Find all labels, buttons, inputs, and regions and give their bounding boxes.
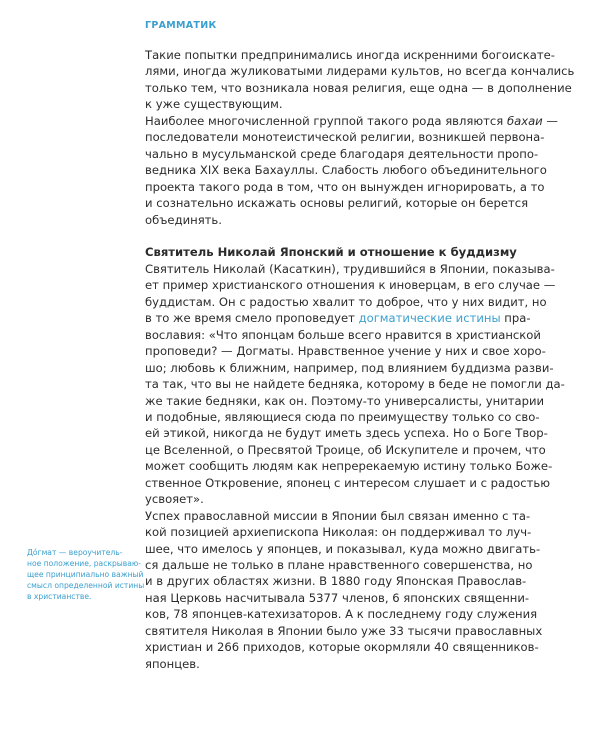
emphasized-term: бахаи	[506, 113, 543, 128]
text-segment: пра-	[500, 311, 531, 326]
paragraph-lines	[145, 327, 565, 508]
paragraph	[145, 508, 543, 673]
text-line: и подобные, являющиеся сюда по преимуществу только со сво-	[145, 409, 540, 424]
text-line: японцев.	[145, 656, 200, 671]
text-line: щее принципиально важный	[27, 570, 144, 579]
text-line: Дóгмат — вероучитель-	[27, 548, 123, 557]
text-line: та так, что вы не найдете бедняка, которому в беде не помогли да-	[145, 377, 565, 392]
text-line: к уже существующим.	[145, 97, 283, 112]
text-line: смысл определенной истины	[27, 581, 145, 590]
text-line: кой позицией архиепископа Николая: он поддерживал то луч-	[145, 525, 532, 540]
text-line: же такие бедняки, как он. Поэтому-то универсалисты, унитарии	[145, 393, 545, 408]
text-line	[145, 113, 558, 129]
text-line: святителя Николая в Японии было уже 33 тысячи православных	[145, 623, 543, 638]
text-line: Успех православной миссии в Японии был связан именно с та-	[145, 508, 531, 523]
text-line: ведника XIX века Бахауллы. Слабость любого объединительного	[145, 163, 547, 178]
text-line: буддистам. Он с радостью хвалит то доброе, что у них видит, но	[145, 294, 547, 309]
paragraph	[145, 47, 575, 113]
text-line: христиан и 266 приходов, которые окормляли 40 священников-	[145, 640, 539, 655]
text-line: вославия: «Что японцам больше всего нравится в христианской	[145, 327, 541, 342]
sidenote-dogma-definition	[27, 547, 147, 602]
text-line: ное положение, раскрываю-	[27, 559, 142, 568]
text-line: Святитель Николай (Касаткин), трудившийся в Японии, показыва-	[145, 261, 555, 276]
text-line: последователи монотеистической религии, возникшей первона-	[145, 130, 545, 145]
text-line	[145, 310, 531, 326]
paragraph	[145, 261, 565, 508]
text-line: и в других областях жизни. В 1880 году Японская Православ-	[145, 574, 527, 589]
text-line: и сознательно искажать основы религий, которые он берется	[145, 196, 529, 211]
text-line: усвояет».	[145, 492, 204, 507]
text-line: ся дальше не только в плане нравственного совершенства, но	[145, 558, 533, 573]
text-segment: Наиболее многочисленной группой такого рода являются	[145, 113, 507, 128]
paragraph-lines	[145, 261, 556, 310]
text-line: ственное Откровение, японец с интересом слушает и с радостью	[145, 475, 550, 490]
text-line: це Вселенной, о Пресвятой Троице, об Искупителе и прочем, что	[145, 442, 546, 457]
text-line: шо; любовь к ближним, например, под влиянием буддизма разви-	[145, 360, 554, 375]
section-heading: ГРАММАТИК	[145, 20, 217, 31]
paragraph-gap	[145, 228, 465, 244]
main-text-column	[145, 47, 575, 672]
text-line: проекта такого рода в том, что он вынужден игнорировать, а то	[145, 179, 545, 194]
paragraph	[145, 113, 558, 228]
text-line: Такие попытки предпринимались иногда искренними богоискате-	[145, 48, 555, 62]
text-line: объединять.	[145, 212, 222, 227]
text-line: чально в мусульманской среде благодаря деятельности пропо-	[145, 146, 539, 161]
text-line: ная Церковь насчитывала 5377 членов, 6 японских священни-	[145, 590, 530, 605]
text-segment: —	[542, 113, 558, 128]
text-line: шее, что имелось у японцев, и показывал, куда можно двигать-	[145, 541, 541, 556]
subheading: Святитель Николай Японский и отношение к буддизму	[145, 245, 517, 260]
text-line: ет пример христианского отношения к иноверцам, в его случае —	[145, 278, 556, 293]
text-line: лями, иногда жуликоватыми лидерами культов, но всегда кончались	[145, 64, 575, 79]
text-line: только тем, что возникала новая религия, еще одна — в дополнение	[145, 80, 572, 95]
text-line: проповеди? — Догматы. Нравственное учение у них и свое хоро-	[145, 344, 546, 359]
paragraph-lines	[145, 129, 547, 228]
glossary-link-dogmatic-truths[interactable]: догматические истины	[358, 311, 501, 326]
text-line: ей этикой, никогда не будут иметь здесь успеха. Но о Боге Твор-	[145, 426, 548, 441]
text-line: в христианстве.	[27, 592, 92, 601]
text-segment: в то же время смело проповедует	[145, 311, 359, 326]
text-line: ков, 78 японцев-катехизаторов. А к последнему году служения	[145, 607, 538, 622]
text-line: может сообщить людям как непререкаемую истину только Боже-	[145, 459, 553, 474]
